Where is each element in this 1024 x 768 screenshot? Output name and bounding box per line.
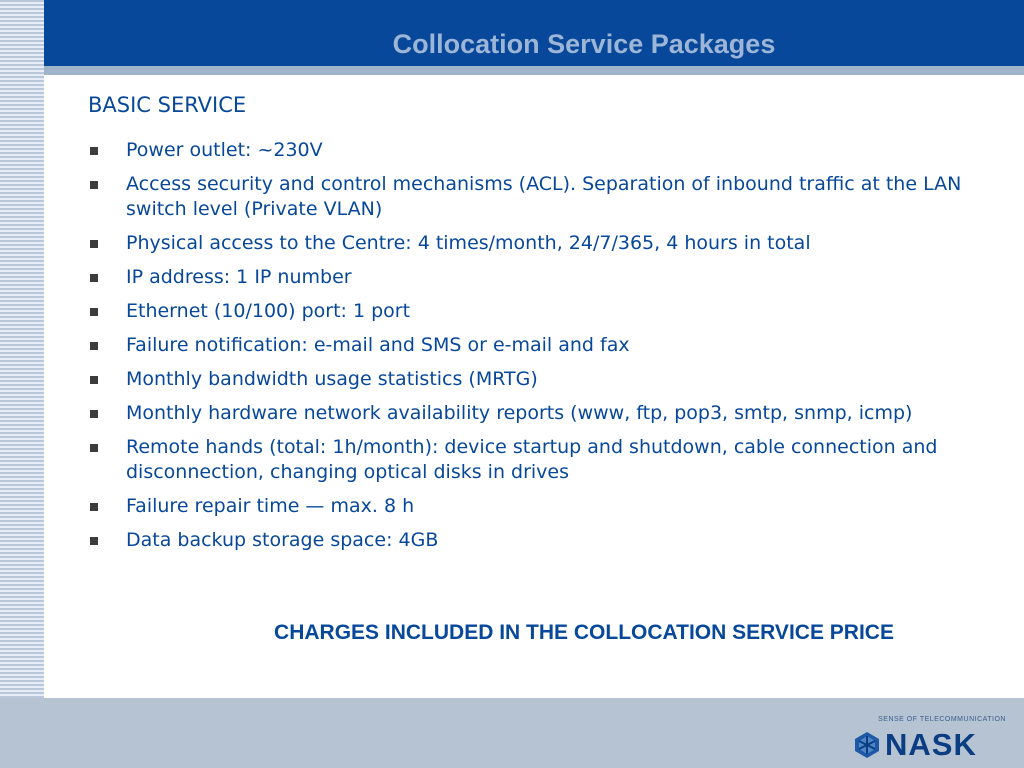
square-bullet-icon (90, 147, 98, 155)
bullet-item (88, 299, 988, 324)
bullet-text: IP address: 1 IP number (126, 266, 352, 288)
bullet-text: Monthly hardware network availability reports (www, ftp, pop3, smtp, snmp, icmp) (126, 402, 913, 424)
square-bullet-icon (90, 503, 98, 511)
header-underline (44, 66, 1024, 75)
bullet-text: Ethernet (10/100) port: 1 port (126, 300, 411, 322)
bullet-text: Physical access to the Centre: 4 times/month, 24/7/365, 4 hours in total (126, 232, 811, 254)
bullet-item (88, 401, 988, 426)
bullet-item (88, 367, 988, 392)
bullet-item (88, 172, 988, 222)
square-bullet-icon (90, 342, 98, 350)
bullet-item (88, 494, 988, 519)
footer-note: CHARGES INCLUDED IN THE COLLOCATION SERVICE PRICE (274, 621, 894, 644)
bullet-item (88, 528, 988, 553)
square-bullet-icon (90, 537, 98, 545)
bullet-item (88, 231, 988, 256)
bullet-text: Monthly bandwidth usage statistics (MRTG) (126, 368, 538, 390)
bullet-text: Access security and control mechanisms (ACL). Separation of inbound traffic at the LAN switch level (Private VLAN) (126, 173, 962, 220)
bullet-item (88, 265, 988, 290)
slide-title: Collocation Service Packages (392, 29, 776, 59)
bullet-item (88, 138, 988, 163)
square-bullet-icon (90, 444, 98, 452)
decorative-stripe-rail (0, 0, 44, 698)
bullet-list (88, 138, 988, 562)
square-bullet-icon (90, 376, 98, 384)
bullet-text: Remote hands (total: 1h/month): device startup and shutdown, cable connection and disconnection, changing optical disks in drives (126, 436, 938, 483)
bullet-text: Failure notification: e-mail and SMS or e-mail and fax (126, 334, 630, 356)
nask-logo-icon (853, 731, 881, 759)
nask-logo (853, 727, 1013, 762)
square-bullet-icon (90, 308, 98, 316)
square-bullet-icon (90, 410, 98, 418)
section-heading: BASIC SERVICE (88, 93, 247, 117)
bullet-text: Failure repair time — max. 8 h (126, 495, 415, 517)
bullet-text: Power outlet: ~230V (126, 139, 323, 161)
bullet-text: Data backup storage space: 4GB (126, 529, 439, 551)
bullet-item (88, 333, 988, 358)
brand-tagline: SENSE OF TELECOMMUNICATION (878, 716, 1006, 723)
square-bullet-icon (90, 274, 98, 282)
square-bullet-icon (90, 240, 98, 248)
logo-text: NASK (885, 727, 977, 762)
square-bullet-icon (90, 181, 98, 189)
bullet-item (88, 435, 988, 485)
